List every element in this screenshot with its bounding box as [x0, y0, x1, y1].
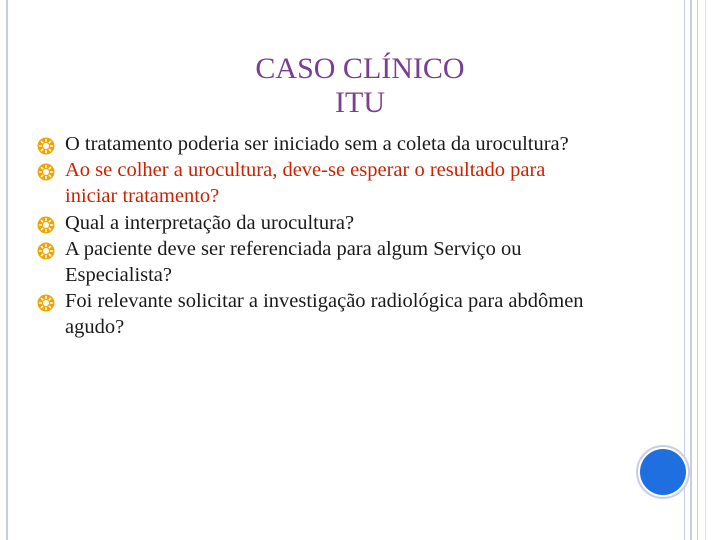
title-line-2: ITU	[335, 86, 385, 119]
bullet-text: O tratamento poderia ser iniciado sem a coleta da urocultura?	[65, 133, 569, 155]
bullet-item	[37, 157, 597, 209]
sun-icon	[37, 242, 55, 260]
sun-icon	[37, 137, 55, 155]
bullet-item	[37, 131, 597, 157]
bullet-item	[37, 288, 597, 340]
bullet-text: Qual a interpretação da urocultura?	[65, 211, 355, 234]
bullet-list	[37, 131, 597, 341]
bullet-text: Ao se colher a urocultura, deve-se esperar o resultado para iniciar tratamento?	[65, 159, 546, 208]
slide-title	[0, 52, 720, 120]
bullet-item	[37, 210, 597, 236]
bullet-text: Foi relevante solicitar a investigação radiológica para abdômen agudo?	[65, 290, 584, 339]
decorative-blue-circle	[640, 449, 686, 495]
sun-icon	[37, 216, 55, 234]
sun-icon	[37, 294, 55, 312]
bullet-item	[37, 236, 597, 288]
bullet-text: A paciente deve ser referenciada para algum Serviço ou Especialista?	[65, 237, 522, 287]
title-line-1: CASO CLÍNICO	[255, 52, 465, 85]
sun-icon	[37, 163, 55, 181]
